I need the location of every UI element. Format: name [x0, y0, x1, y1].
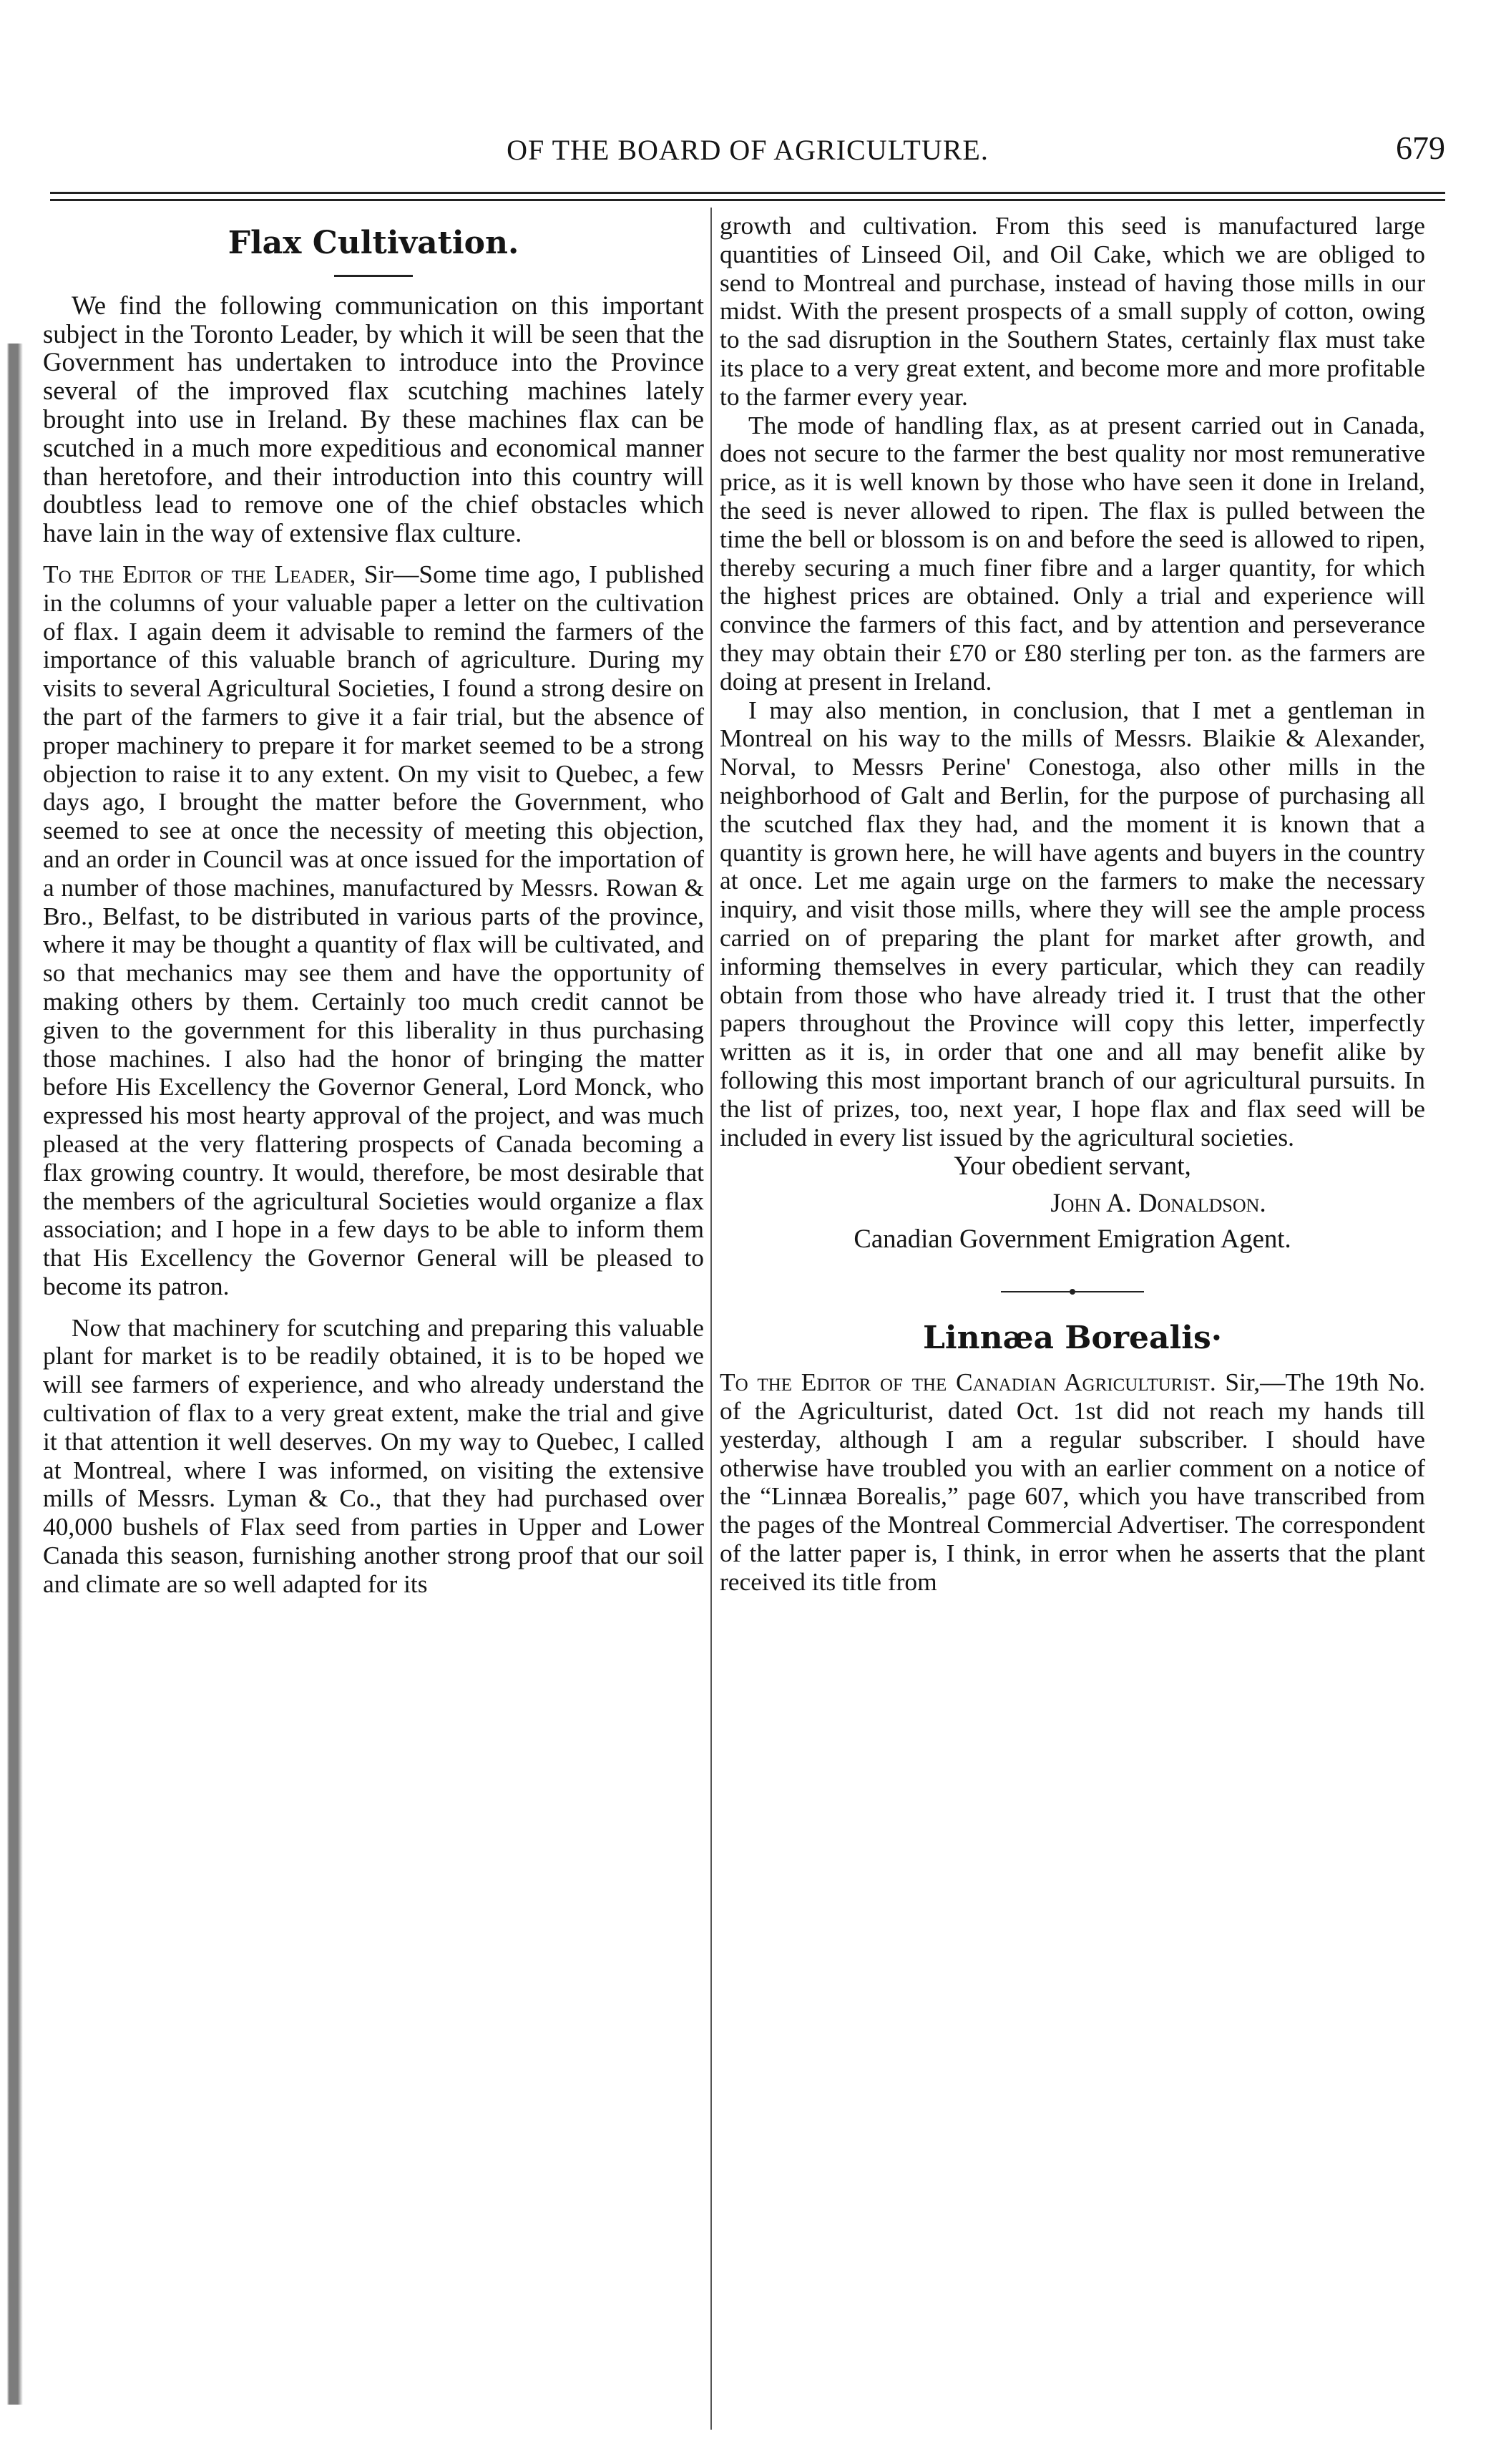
running-title: OF THE BOARD OF AGRICULTURE. [507, 134, 989, 166]
page-number: 679 [1396, 130, 1445, 166]
header-rule-double [50, 199, 1445, 201]
column-divider [710, 208, 712, 2430]
header-rule [50, 192, 1445, 194]
signature-title: Canadian Government Emigration Agent. [854, 1223, 1291, 1253]
machinery-paragraph: Now that machinery for scutching and preparing this valuable plant for market is to be readily obtained, it is to be hoped we will see farmers of experience, and who already understand the cultivation of flax to a very great extent, make the trial and give it that attention it well deserves. On my way to Quebec, I called at Montreal, where I was informed, on visiting the extensive mills of Messrs. Lyman & Co., that they had purchased over 40,000 bushels of Flax seed from parties in Upper and Lower Canada this season, furnishing another strong proof that our soil and climate are so well adapted for its [43, 1313, 704, 1598]
signature-name: John A. Donaldson. [1050, 1188, 1266, 1218]
ornament-rule-icon [1001, 1287, 1144, 1296]
title-rule [334, 275, 413, 277]
letter-paragraph [43, 560, 704, 1301]
letter2-salutation: To the Editor of the Canadian Agriculturist. [720, 1368, 1216, 1397]
growth-paragraph: growth and cultivation. From this seed is manufactured large quantities of Linseed Oil, and Oil Cake, which we are obliged to send to Montreal and purchase, instead of having those mills in our midst. With the present prospects of a small supply of cotton, owing to the sad disruption in the Southern States, certainly flax must take its place to a very great extent, and become more and more profitable to the farmer every year. [720, 211, 1425, 411]
page-header [50, 129, 1445, 186]
left-column [43, 212, 704, 1599]
letter2-paragraph [720, 1368, 1425, 1596]
letter2-body: Sir,—The 19th No. of the Agriculturist, dated Oct. 1st did not reach my hands till yesterday, although I am a regular subscriber. I should have otherwise have troubled you with an earlier comment on a notice of the “Linnæa Borealis,” page 607, which you have transcribed from the pages of the Montreal Commercial Advertiser. The correspondent of the latter paper is, I think, in error when he asserts that the plant received its title from [720, 1368, 1426, 1596]
mode-paragraph: The mode of handling flax, as at present carried out in Canada, does not secure to the farmer the best quality nor most remunerative price, as it is well known by those who have seen it done in Ireland, the seed is never allowed to ripen. The flax is pulled between the time the bell or blossom is on and before the seed is allowed to ripen, thereby securing a much finer fibre and a larger quantity, for which the highest prices are obtained. Only a trial and experience will convince the farmers of this fact, and by attention and perseverance they may obtain their £70 or £80 sterling per ton. as the farmers are doing at present in Ireland. [720, 410, 1425, 696]
letter-body: Sir—Some time ago, I published in the columns of your valuable paper a letter on the cultivation of flax. I again deem it advisable to remind the farmers of the importance of this valuable branch of agriculture. During my visits to several Agricultural Societies, I found a strong desire on the part of the farmers to give it a fair trial, but the absence of proper machinery to prepare it for market seemed to be a strong objection to raise it to any extent. On my visit to Quebec, a few days ago, I brought the matter before the Government, who seemed to see at once the necessity of meeting this objection, and an order in Council was at once issued for the importation of a number of those machines, manufactured by Messrs. Rowan & Bro., Belfast, to be distributed in various parts of the province, where it may be thought a quantity of flax will be cultivated, and so that mechanics may see them and have the opportunity of making others by them. Certainly too much credit cannot be given to the government for this liberality in thus purchasing those machines. I also had the honor of bringing the matter before His Excellency the Governor General, Lord Monck, who expressed his most hearty approval of the project, and was much pleased at the very flattering prospects of Canada becoming a flax growing country. It would, therefore, be most desirable that the members of the agricultural Societies would organize a flax association; and I hope in a few days to be able to inform them that His Excellency the Governor General will be pleased to become its patron. [43, 559, 704, 1300]
right-column [720, 212, 1425, 1597]
intro-paragraph: We find the following communication on this important subject in the Toronto Leader, by which it will be seen that the Government has undertaken to introduce into the Province several of the improved flax scutching machines lately brought into use in Ireland. By these machines flax can be scutched in a much more expeditious and economical manner than heretofore, and their introduction into this country will doubtless lead to remove one of the chief obstacles which have lain in the way of extensive flax culture. [43, 290, 704, 548]
conclusion-paragraph: I may also mention, in conclusion, that I met a gentleman in Montreal on his way to the mills of Messrs. Blaikie & Alexander, Norval, to Messrs Perine' Conestoga, also other mills in the neighborhood of Galt and Berlin, for the purpose of purchasing all the scutched flax they had, and the moment it is known that a quantity is grown here, he will have agents and buyers in the country at once. Let me again urge on the farmers to make the necessary inquiry, and visit those mills, where they will see the ample process carried on of preparing the plant for market after growth, and informing themselves in every particular, which they can readily obtain from those who have already tried it. I trust that the other papers throughout the Province will copy this letter, imperfectly written as it is, in order that one and all may benefit alike by following this most important branch of our agricultural pursuits. In the list of prizes, too, next year, I hope flax and flax seed will be included in every list issued by the agricultural societies. [720, 695, 1425, 1151]
section-ornament [720, 1277, 1425, 1306]
binding-shadow [0, 344, 23, 2405]
letter-salutation: To the Editor of the Leader, [43, 559, 356, 588]
article-title: Flax Cultivation. [228, 225, 519, 261]
article-title-2: Linnæa Borealis· [922, 1320, 1223, 1357]
closing-line: Your obedient servant, [954, 1151, 1191, 1181]
